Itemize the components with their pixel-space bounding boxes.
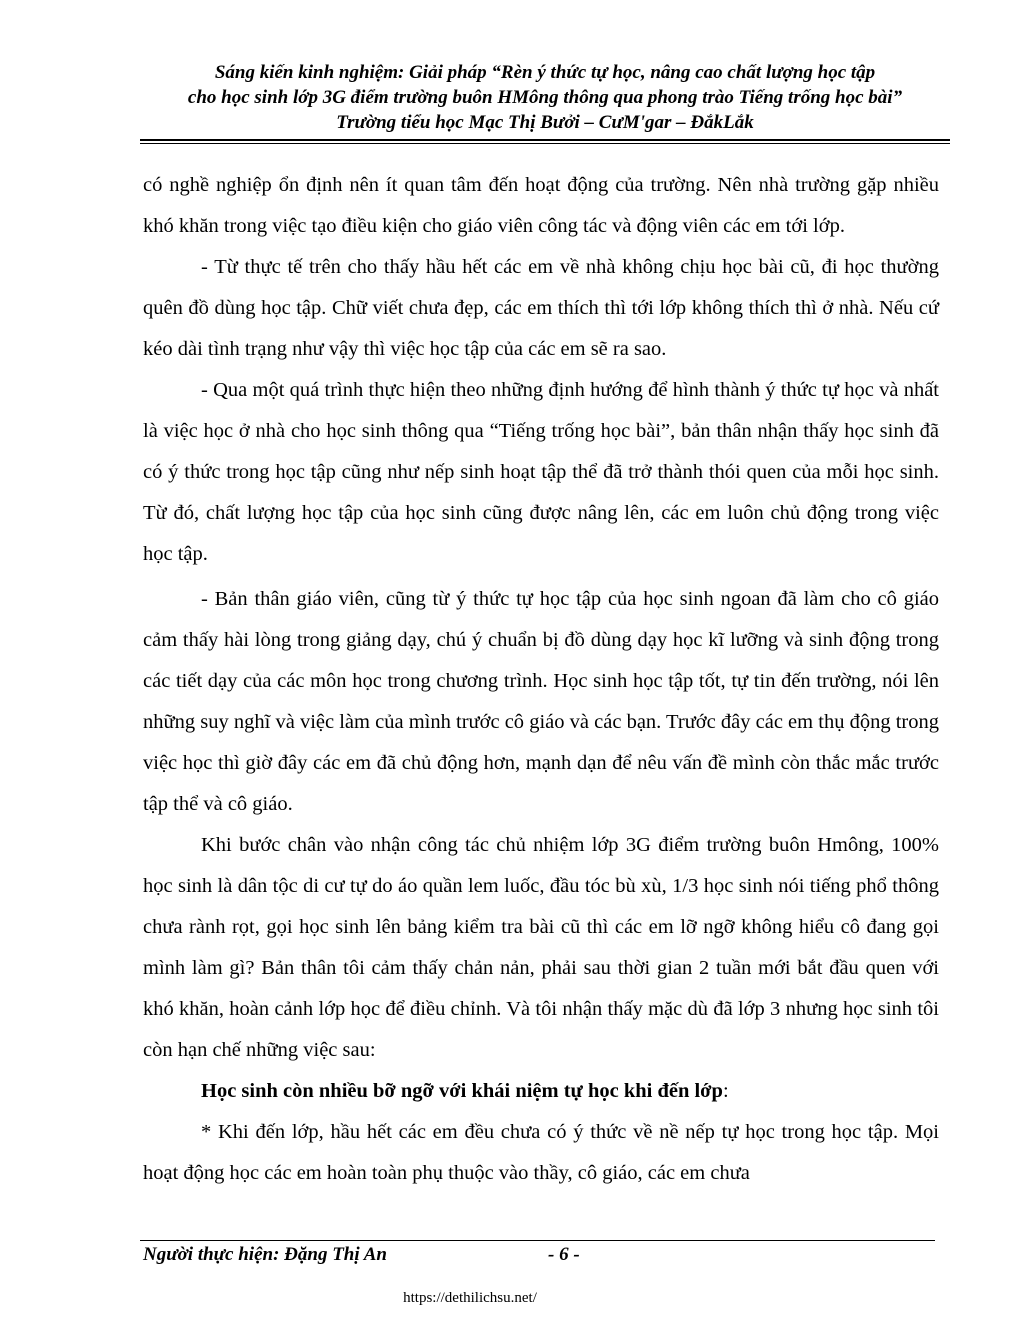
footer-author: Người thực hiện: Đặng Thị An — [143, 1244, 387, 1265]
paragraph-2: - Từ thực tế trên cho thấy hầu hết các em về nhà không chịu học bài cũ, đi học thường quên đồ dùng học tập. Chữ viết chưa đẹp, các em thích thì tới lớp không thích thì ở nhà. Nếu cứ kéo dài tình trạng như vậy thì việc học tập của các em sẽ ra sao. — [143, 256, 939, 360]
document-header — [140, 60, 950, 135]
page-number: - 6 - — [548, 1244, 580, 1265]
document-body — [143, 165, 939, 1194]
footer-rule — [140, 1240, 935, 1241]
header-rule-thin — [140, 143, 950, 144]
section-heading — [143, 1071, 939, 1112]
section-heading-colon: : — [722, 1080, 729, 1102]
source-url: https://dethilichsu.net/ — [403, 1290, 537, 1306]
paragraph-1: có nghề nghiệp ổn định nên ít quan tâm đến hoạt động của trường. Nên nhà trường gặp nhiều khó khăn trong việc tạo điều kiện cho giáo viên công tác và động viên các em tới lớp. — [143, 174, 939, 237]
header-rule — [140, 139, 950, 141]
paragraph-4: - Bản thân giáo viên, cũng từ ý thức tự học tập của học sinh ngoan đã làm cho cô giáo cảm thấy hài lòng trong giảng dạy, chú ý chuẩn bị đồ dùng dạy học kĩ lưỡng và sinh động trong các tiết dạy của các môn học trong chương trình. Học sinh học tập tốt, tự tin đến trường, nói lên những suy nghĩ và việc làm của mình trước cô giáo và các bạn. Trước đây các em thụ động trong việc học thì giờ đây các em đã chủ động hơn, mạnh dạn để nêu vấn đề mình còn thắc mắc trước tập thể và cô giáo. — [143, 588, 939, 815]
header-line-1: Sáng kiến kinh nghiệm: Giải pháp “Rèn ý thức tự học, nâng cao chất lượng học tập — [214, 62, 876, 83]
header-line-3: Trường tiểu học Mạc Thị Bưởi – CưM'gar – ĐắkLắk — [336, 112, 754, 133]
section-heading-text: Học sinh còn nhiều bỡ ngỡ với khái niệm tự học khi đến lớp — [201, 1080, 723, 1102]
header-line-2: cho học sinh lớp 3G điểm trường buôn HMông thông qua phong trào Tiếng trống học bài” — [187, 87, 903, 108]
paragraph-5: Khi bước chân vào nhận công tác chủ nhiệm lớp 3G điểm trường buôn Hmông, 100% học sinh là dân tộc di cư tự do áo quần lem luốc, đầu tóc bù xù, 1/3 học sinh nói tiếng phổ thông chưa rành rọt, gọi học sinh lên bảng kiểm tra bài cũ thì các em lỡ ngỡ không hiểu cô đang gọi mình làm gì? Bản thân tôi cảm thấy chản nản, phải sau thời gian 2 tuần mới bắt đầu quen với khó khăn, hoàn cảnh lớp học để điều chỉnh. Và tôi nhận thấy mặc dù đã lớp 3 nhưng học sinh tôi còn hạn chế những việc sau: — [143, 834, 939, 1061]
paragraph-6: * Khi đến lớp, hầu hết các em đều chưa có ý thức về nề nếp tự học trong học tập. Mọi hoạt động học các em hoàn toàn phụ thuộc vào thầy, cô giáo, các em chưa — [143, 1121, 939, 1184]
paragraph-3: - Qua một quá trình thực hiện theo những định hướng để hình thành ý thức tự học và nhất là việc học ở nhà cho học sinh thông qua “Tiếng trống học bài”, bản thân nhận thấy học sinh đã có ý thức trong học tập cũng như nếp sinh hoạt tập thể đã trở thành thói quen của mỗi học sinh. Từ đó, chất lượng học tập của học sinh cũng được nâng lên, các em luôn chủ động trong việc học tập. — [143, 379, 939, 565]
